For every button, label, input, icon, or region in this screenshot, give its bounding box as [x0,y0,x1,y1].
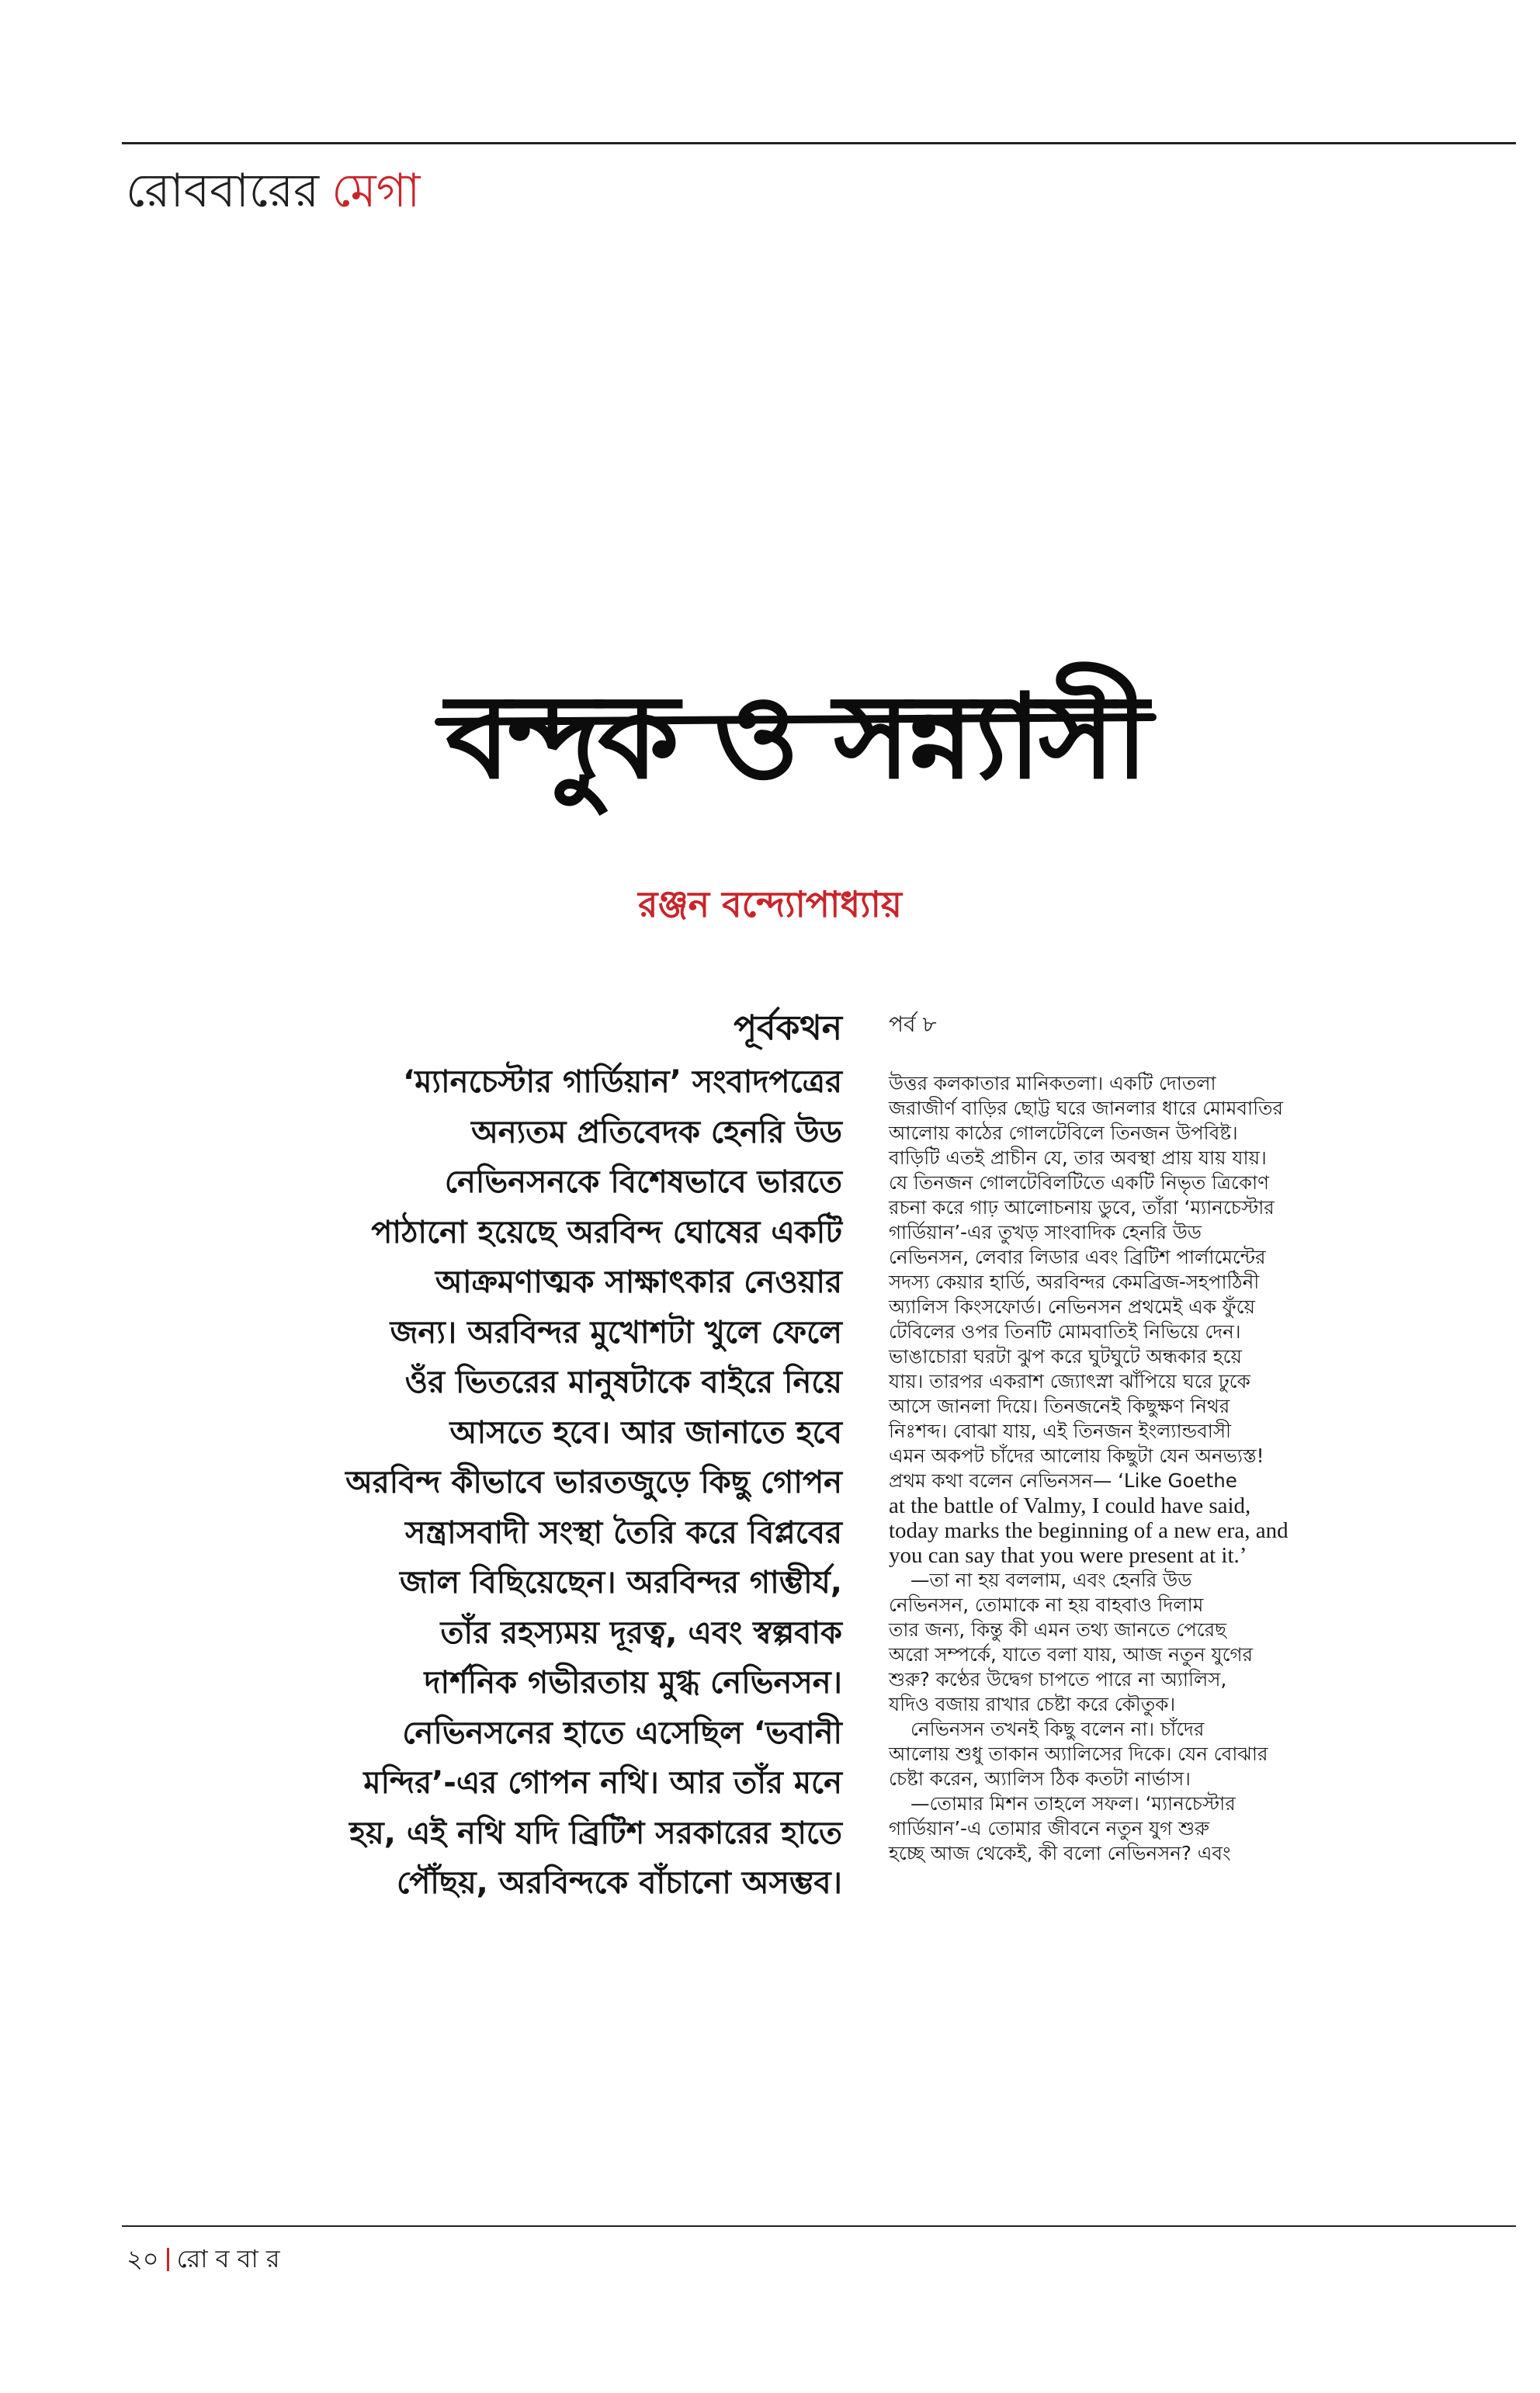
body-line: চেষ্টা করেন, অ্যালিস ঠিক কতটা নার্ভাস। [889,1767,1191,1790]
body-line: —তা না হয় বললাম, এবং হেনরি উড [910,1569,1192,1591]
body-line: ভাঙাচোরা ঘরটা ঝুপ করে ঘুটঘুটে অন্ধকার হয়ে [889,1345,1242,1368]
publication-name: রো ব বা র [176,2244,280,2273]
author-name: রঞ্জন বন্দ্যোপাধ্যায় [638,883,902,925]
lead-line: আসতে হবে। আর জানাতে হবে [449,1414,842,1451]
lead-line: ওঁর ভিতরের মানুষটাকে বাইরে নিয়ে [404,1365,842,1400]
body-line: নেভিনসন তখনই কিছু বলেন না। চাঁদের [910,1718,1205,1740]
body-line: যদিও বজায় রাখার চেষ্টা করে কৌতুক। [889,1693,1176,1715]
body-line: অ্যালিস কিংসফোর্ড। নেভিনসন প্রথমেই এক ফুঁয়ে [889,1295,1255,1318]
lead-summary [198,1001,842,1909]
lead-line: পৌঁছয়, অরবিন্দকে বাঁচানো অসম্ভব। [397,1865,842,1901]
body-line: অরো সম্পর্কে, যাতে বলা যায়, আজ নতুন যুগের [889,1643,1254,1666]
body-line: যে তিনজন গোলটেবিলটিতে একটি নিভৃত ত্রিকোণ [889,1171,1269,1194]
body-line: রচনা করে গাঢ় আলোচনায় ডুবে, তাঁরা ‘ম্যানচেস্টার [889,1196,1275,1219]
lead-line: নেভিনসনের হাতে এসেছিল ‘ভবানী [402,1715,842,1751]
lead-line: হয়, এই নথি যদি ব্রিটিশ সরকারের হাতে [349,1815,842,1851]
body-line: বাড়িটি এতই প্রাচীন যে, তার অবস্থা প্রায় যায় যায়। [889,1146,1267,1169]
episode-label: পর্ব ৮ [889,1011,937,1037]
lead-line: তাঁর রহস্যময় দূরত্ব, এবং স্বল্পবাক [440,1614,842,1651]
body-line: নেভিনসন, তোমাকে না হয় বাহবাও দিলাম [889,1594,1204,1616]
story-body-column [889,1009,1405,1866]
lead-line: আক্রমণাত্মক সাক্ষাৎকার নেওয়ার [435,1264,842,1300]
body-line: today marks the beginning of a new era, and [889,1518,1289,1543]
lead-line: অন্যতম প্রতিবেদক হেনরি উড [471,1114,842,1150]
body-line: যায়। তারপর একরাশ জ্যোৎস্না ঝাঁপিয়ে ঘরে ঢুকে [889,1370,1250,1392]
body-line: তার জন্য, কিন্তু কী এমন তথ্য জানতে পেরেছ [889,1618,1226,1641]
body-line: নেভিনসন, লেবার লিডার এবং ব্রিটিশ পার্লামেন্টের [889,1246,1266,1268]
lead-line: অরবিন্দ কীভাবে ভারতজুড়ে কিছু গোপন [345,1465,842,1500]
lead-line: জন্য। অরবিন্দর মুখোশটা খুলে ফেলে [390,1314,842,1351]
lead-line: মন্দির’-এর গোপন নথি। আর তাঁর মনে [363,1765,842,1801]
body-line: হচ্ছে আজ থেকেই, কী বলো নেভিনসন? এবং [889,1842,1231,1864]
body-line: টেবিলের ওপর তিনটি মোমবাতিই নিভিয়ে দেন। [889,1320,1241,1343]
body-line: সদস্য কেয়ার হার্ডি, অরবিন্দর কেমব্রিজ-সহপাঠিনী [889,1271,1260,1293]
body-line: শুরু? কণ্ঠের উদ্বেগ চাপতে পারে না অ্যালিস, [889,1668,1227,1691]
body-line: at the battle of Valmy, I could have said, [889,1493,1251,1518]
body-text [889,1071,1405,1866]
lead-line: দার্শনিক গভীরতায় মুগ্ধ নেভিনসন। [424,1665,842,1701]
body-line: জরাজীর্ণ বাড়ির ছোট্ট ঘরে জানলার ধারে মোমবাতির [889,1097,1283,1119]
page-footer [127,2239,280,2278]
bottom-rule [122,2225,1516,2227]
body-line: প্রথম কথা বলেন নেভিনসন— ‘Like Goethe [889,1469,1237,1492]
lead-line: সন্ত্রাসবাদী সংস্থা তৈরি করে বিপ্লবের [404,1514,842,1551]
body-line: নিঃশব্দ। বোঝা যায়, এই তিনজন ইংল্যান্ডবাসী [889,1420,1232,1442]
section-header [126,160,420,222]
section-label-black: রোববারের [126,164,320,218]
section-label-red: মেগা [331,164,421,218]
body-line: গার্ডিয়ান’-এ তোমার জীবনে নতুন যুগ শুরু [889,1817,1209,1840]
lead-line: পাঠানো হয়েছে অরবিন্দ ঘোষের একটি [371,1214,842,1250]
body-line: উত্তর কলকাতার মানিকতলা। একটি দোতলা [889,1072,1216,1094]
lead-text [198,1057,842,1909]
body-line: আলোয় কাঠের গোলটেবিলে তিনজন উপবিষ্ট। [889,1122,1238,1144]
page-number: ২০ [127,2244,159,2273]
body-line: গার্ডিয়ান’-এর তুখড় সাংবাদিক হেনরি উড [889,1221,1202,1243]
lead-line: ‘ম্যানচেস্টার গার্ডিয়ান’ সংবাদপত্রের [403,1064,842,1100]
story-title: বন্দুক ও সন্ন্যাসী [446,670,1146,805]
top-rule [122,142,1516,144]
lead-heading: পূর্বকথন [734,1008,842,1048]
body-line: —তোমার মিশন তাহলে সফল। ‘ম্যানচেস্টার [910,1792,1236,1815]
footer-separator [167,2248,169,2271]
lead-line: নেভিনসনকে বিশেষভাবে ভারতে [444,1164,842,1200]
body-line: এমন অকপট চাঁদের আলোয় কিছুটা যেন অনভ্যস্ত! [889,1444,1264,1467]
body-line: আলোয় শুধু তাকান অ্যালিসের দিকে। যেন বোঝার [889,1743,1268,1765]
body-line: আসে জানলা দিয়ে। তিনজনেই কিছুক্ষণ নিথর [889,1395,1230,1417]
body-line: you can say that you were present at it.’ [889,1543,1247,1568]
lead-line: জাল বিছিয়েছেন। অরবিন্দর গাম্ভীর্য, [399,1565,842,1601]
